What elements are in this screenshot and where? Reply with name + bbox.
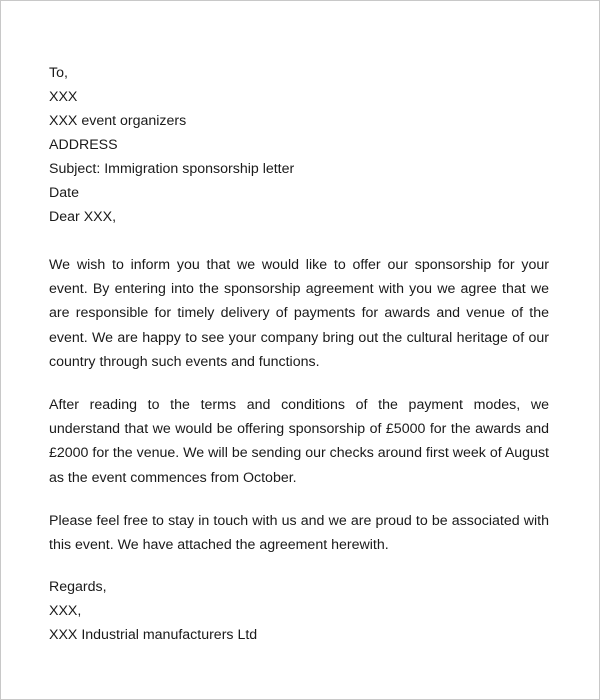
spacer (49, 229, 549, 253)
closing-regards: Regards, (49, 579, 107, 596)
recipient-address: ADDRESS (49, 137, 118, 153)
body-paragraph-1: We wish to inform you that we would like to offer our sponsorship for your event. By entering into the sponsorship agreement with you we agree that we are responsible for timely delivery of payments for awards and venue of the event. We are happy to see your company bring out the cultural heritage of our country through such events and functions. (49, 257, 549, 370)
body-paragraph-2: After reading to the terms and conditions of the payment modes, we understand that we would be offering sponsorship of £5000 for the awards and £2000 for the venue. We will be sending our checks around first week of August as the event commences from October. (49, 397, 549, 486)
spacer (49, 557, 549, 575)
recipient-organization: XXX event organizers (49, 113, 187, 129)
recipient-name: XXX (49, 89, 78, 105)
spacer (49, 374, 549, 393)
to-line: To, (49, 65, 68, 81)
date-line: Date (49, 185, 79, 201)
body-paragraph-3: Please feel free to stay in touch with us and we are proud to be associated with this event. We have attached the agreement herewith. (49, 512, 549, 554)
salutation: Dear XXX, (49, 209, 117, 225)
letter-content (49, 61, 549, 647)
subject-line: Subject: Immigration sponsorship letter (49, 161, 295, 177)
sender-name: XXX, (49, 603, 82, 620)
sender-organization: XXX Industrial manufacturers Ltd (49, 627, 258, 644)
spacer (49, 490, 549, 509)
